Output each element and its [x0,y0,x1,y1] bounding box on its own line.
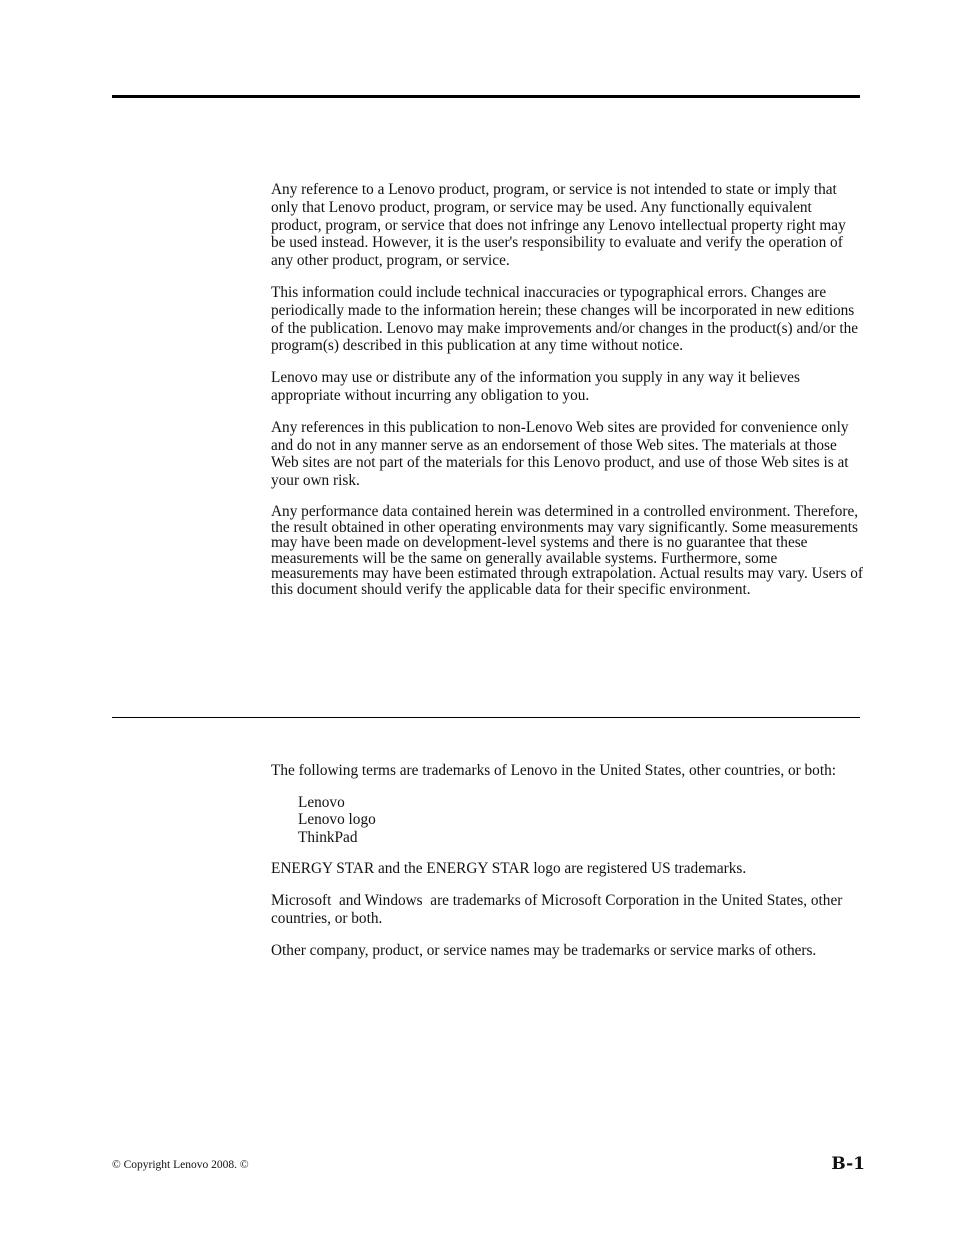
header-rule [112,95,860,98]
trademarks-section [271,762,863,959]
footer-copyright: © Copyright Lenovo 2008. © [112,1159,249,1171]
page-number: B-1 [831,1154,865,1174]
notices-paragraph-information-use: Lenovo may use or distribute any of the information you supply in any way it believes appropriate without incurring any obligation to you. [271,369,800,404]
trademark-item: Lenovo logo [298,811,376,829]
notices-section [271,181,863,598]
section-divider [112,717,860,718]
notices-paragraph-reference: Any reference to a Lenovo product, program, or service is not intended to state or imply that only that Lenovo product, program, or service may be used. Any functionally equivalent product, program, or service that does not infringe any Lenovo intellectual property right may be used instead. However, it is the user's responsibility to evaluate and verify the operation of any other product, program, or service. [271,181,846,270]
trademark-item: Lenovo [298,793,345,811]
trademarks-intro: The following terms are trademarks of Lenovo in the United States, other countries, or both: [271,762,836,779]
notices-paragraph-performance: Any performance data contained herein was determined in a controlled environment. Therefore, the result obtained in other operating environments may vary significantly. Some measurements may have been made on development-level systems and there is no guarantee that these measurements will be the same on generally available systems. Furthermore, some measurements may have been estimated through extrapolation. Actual results may vary. Users of this document should verify the applicable data for their specific environment. [271,502,864,598]
trademark-list [298,794,863,847]
trademarks-microsoft: Microsoft and Windows are trademarks of Microsoft Corporation in the United States, other countries, or both. [271,892,847,927]
notices-paragraph-web-sites: Any references in this publication to non-Lenovo Web sites are provided for convenience only and do not in any manner serve as an endorsement of those Web sites. The materials at those Web sites are not part of the materials for this Lenovo product, and use of those Web sites is at your own risk. [271,418,849,490]
trademarks-other: Other company, product, or service names may be trademarks or service marks of others. [271,941,817,959]
trademarks-energy-star: ENERGY STAR and the ENERGY STAR logo are registered US trademarks. [271,860,747,878]
trademark-item: ThinkPad [298,828,358,846]
notices-paragraph-inaccuracies: This information could include technical inaccuracies or typographical errors. Changes are periodically made to the information herein; these changes will be incorporated in new editions of the publication. Lenovo may make improvements and/or changes in the product(s) and/or the program(s) described in this publication at any time without notice. [271,283,859,355]
